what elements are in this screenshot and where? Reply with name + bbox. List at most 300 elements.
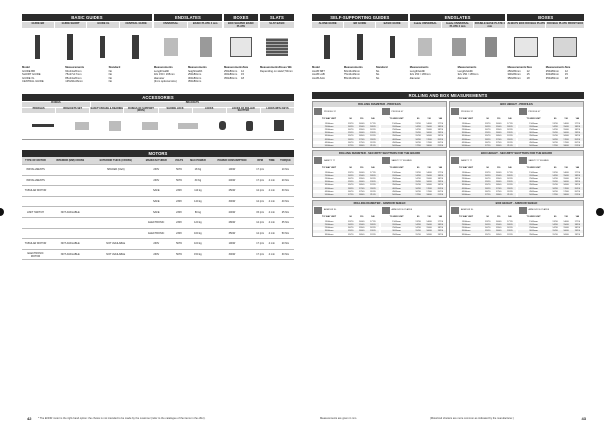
mini-table: [518, 165, 584, 196]
mini-cell: 2000mm: [450, 125, 482, 128]
sub-table-title: ARMOUR SL PLATES: [528, 208, 550, 211]
section-boxes: BOXES: [224, 14, 258, 21]
table-row: [22, 207, 294, 218]
spec-cell: 350x80mm: [507, 76, 521, 80]
mini-cell: 202/0: [367, 138, 378, 141]
mini-cell: 4000mm: [313, 187, 345, 190]
sub-table: [518, 206, 584, 237]
cell: 190W: [210, 239, 254, 250]
sub-table-title: SAFETY 77: [461, 159, 472, 162]
sub-table-head: [313, 156, 379, 165]
mini-cell: 187/0: [370, 178, 376, 181]
cell: 30 Nm: [277, 249, 294, 260]
mini-cell: 192/0: [572, 181, 583, 184]
mini-cell: 3500mm: [392, 135, 401, 138]
panel-title: ROLLING DIAMETER - SECURITY SHUTTERS FOR THE BOARD: [313, 151, 446, 156]
mini-cell: 212/0: [367, 193, 378, 196]
cell: [22, 196, 49, 207]
mini-cell: 182/0: [367, 125, 378, 128]
mini-col-head: 110: [359, 167, 364, 170]
mini-col-head: TO WAY UNIT: [322, 118, 337, 121]
endslate-image: [418, 38, 432, 56]
mini-cell: 197/0: [437, 135, 444, 138]
cell: 17 rpm: [254, 249, 267, 260]
top-sections: [312, 14, 584, 80]
cell: 50Hz: [172, 175, 185, 186]
mini-cell: 5000mm: [518, 144, 550, 147]
mini-cell: 207/0: [370, 190, 376, 193]
mini-col-head: 90: [416, 118, 420, 121]
mini-cell: 212/0: [367, 144, 378, 147]
spec-cell: No: [375, 73, 380, 77]
mini-cell: 2000mm: [518, 223, 550, 226]
mini-col-head: 90: [349, 216, 352, 219]
cell: 230V: [140, 164, 172, 175]
mini-cell: 212/0: [572, 144, 583, 147]
mini-col-head: TO WAY UNIT: [389, 167, 404, 170]
mini-cell: 3500mm: [324, 184, 334, 187]
mini-cell: 160/0: [493, 181, 504, 184]
mini-cell: 137/0: [484, 171, 491, 174]
mini-col-head: 140: [438, 216, 443, 219]
spec-cell: (from optional size): [153, 80, 177, 84]
cell: [91, 196, 140, 207]
cell: 300W: [210, 196, 254, 207]
spec-cell: 250x80mm: [545, 69, 560, 73]
table-row: [450, 233, 516, 236]
cell: 280W: [210, 217, 254, 228]
sub-table: [381, 107, 447, 147]
cell: 4 min: [267, 217, 277, 228]
cell: [91, 217, 140, 228]
table-row: [518, 193, 584, 196]
cell: 50 Nm: [277, 228, 294, 239]
mini-cell: 3000mm: [450, 230, 482, 233]
mini-cell: 4000mm: [450, 187, 482, 190]
mini-cell: 180/0: [356, 193, 367, 196]
mini-cell: 155/0: [563, 227, 569, 230]
mini-cell: 197/0: [507, 184, 513, 187]
mini-cell: 4500mm: [392, 190, 401, 193]
mini-cell: 4500mm: [392, 141, 401, 144]
cell: 17 rpm: [254, 175, 267, 186]
col-head: TORQUE: [277, 157, 294, 165]
mini-cell: 3500mm: [324, 233, 334, 236]
cell: 160 kg: [186, 228, 210, 239]
panel-row: [312, 198, 584, 238]
sub-table-head: [381, 206, 447, 215]
cell: 250W: [210, 186, 254, 197]
cell: SPACER (Cleft): [91, 164, 140, 175]
table-row: [22, 164, 294, 175]
mini-cell: 150/0: [493, 174, 504, 177]
mini-cell: 155/0: [495, 178, 502, 181]
spec-cell: 300x80mm: [223, 73, 238, 77]
mini-cell: 150/0: [424, 223, 435, 226]
mini-cell: 2500mm: [529, 227, 538, 230]
mini-col-head: 140: [575, 216, 580, 219]
spec-head: Measurements: [343, 66, 363, 69]
col-head: ALWAYS BOX DOUBLE PLATE: [507, 22, 545, 28]
mini-cell: 157/0: [552, 135, 558, 138]
spec-head: Measurements: [507, 66, 527, 69]
spec-cell: 250x80mm: [187, 73, 202, 77]
col-head: BASIC GUIDE: [376, 22, 407, 28]
mini-cell: 172/0: [482, 144, 493, 147]
mini-cell: 177/0: [437, 171, 444, 174]
mini-cell: 2500mm: [529, 178, 538, 181]
mini-cell: 150/0: [493, 125, 504, 128]
mini-cell: 147/0: [415, 178, 421, 181]
spec-cell: 15: [240, 73, 244, 77]
guide-image: [100, 36, 105, 58]
mini-cell: 142/0: [413, 174, 424, 177]
spec-cell: No: [108, 69, 113, 73]
cell: 230V: [172, 196, 185, 207]
box-image: [553, 37, 577, 57]
sub-table: [381, 206, 447, 237]
mini-cell: 170/0: [493, 187, 504, 190]
mini-cell: 3500mm: [529, 135, 538, 138]
mini-cell: 150/0: [356, 223, 367, 226]
mini-cell: 192/0: [367, 181, 378, 184]
mini-table: [450, 116, 516, 147]
mini-cell: 170/0: [356, 138, 367, 141]
mini-cell: 177/0: [370, 122, 376, 125]
mini-cell: 192/0: [367, 230, 378, 233]
mini-cell: 3500mm: [392, 184, 401, 187]
mini-cell: 137/0: [415, 122, 421, 125]
mini-cell: 172/0: [550, 193, 561, 196]
mini-cell: 150/0: [493, 223, 504, 226]
cell: [267, 164, 277, 175]
motors-head-row: [22, 157, 294, 165]
sub-table: [518, 107, 584, 147]
spec-head: Measurements: [223, 66, 243, 69]
mini-col-head: 110: [496, 167, 501, 170]
mini-cell: 4500mm: [461, 190, 471, 193]
mini-cell: 142/0: [550, 174, 561, 177]
mini-cell: 140/0: [358, 171, 365, 174]
cell: 200W: [210, 207, 254, 218]
mini-cell: 5000mm: [313, 144, 345, 147]
spec-cell: 85x44x26mm: [65, 76, 82, 80]
cell: LIMIT SWITCH: [22, 207, 49, 218]
mini-table: [518, 116, 584, 147]
mini-cell: 180/0: [424, 193, 435, 196]
mini-cell: 1500mm: [461, 220, 471, 223]
slat-images: [260, 30, 294, 64]
footnote-a: Measurements are given in mm.: [320, 417, 358, 420]
acc-label: LOCKS: [193, 108, 226, 113]
mini-cell: 197/0: [507, 233, 513, 236]
mini-cell: 140/0: [563, 122, 569, 125]
endslates-section: [410, 14, 506, 80]
mini-cell: 3000mm: [518, 181, 550, 184]
mini-cell: 162/0: [550, 138, 561, 141]
left-content: [22, 14, 294, 260]
spec-head: Size: [242, 66, 249, 69]
end-images: [410, 30, 506, 64]
mini-cell: 170/0: [493, 138, 504, 141]
mini-cell: 142/0: [550, 125, 561, 128]
spec-cell: 350x80mm: [223, 76, 238, 80]
mini-cell: 172/0: [345, 193, 356, 196]
acc-label: SAFETY BRAKE & BEARING: [90, 108, 123, 113]
sub-table-title: ARMOUR SL: [461, 208, 474, 211]
mini-cell: 155/0: [426, 178, 432, 181]
mini-cell: 155/0: [563, 178, 569, 181]
mini-cell: 3000mm: [313, 230, 345, 233]
mini-cell: 175/0: [563, 141, 569, 144]
cell: 4 min: [267, 186, 277, 197]
cell: ELECTRONIC MOTOR: [22, 249, 49, 260]
mini-cell: 3000mm: [313, 181, 345, 184]
mini-cell: 2500mm: [324, 178, 334, 181]
guide-col-heads: [22, 22, 152, 28]
profile-thumbnail: [451, 108, 459, 115]
mini-cell: 150/0: [561, 125, 572, 128]
sub-table-title: SAFETY 77 KLEMEN: [528, 159, 549, 162]
mini-cell: 3500mm: [392, 233, 401, 236]
cell: 50Hz: [172, 239, 185, 250]
mini-cell: 155/0: [358, 227, 365, 230]
cell: [91, 228, 140, 239]
mini-cell: 180/0: [561, 193, 572, 196]
sub-table-head: [518, 107, 584, 116]
mini-cell: 167/0: [415, 141, 421, 144]
mini-cell: 142/0: [345, 174, 356, 177]
mini-cell: 1500mm: [529, 220, 538, 223]
mini-cell: 175/0: [358, 190, 365, 193]
footnote-b: (Motorized shutters are more common as indicated by the manufacturer.): [430, 417, 514, 420]
mini-cell: 2000mm: [450, 174, 482, 177]
mini-cell: 147/0: [552, 227, 558, 230]
mini-cell: 182/0: [572, 125, 583, 128]
acc-label: LOCKS WITH KEYS: [261, 108, 294, 113]
mini-col-head: TO WAY UNIT: [526, 118, 541, 121]
mini-cell: 187/0: [574, 128, 581, 131]
mini-cell: 162/0: [413, 138, 424, 141]
cell: 10 Nm: [277, 164, 294, 175]
profile-thumbnail: [382, 108, 390, 115]
mini-cell: 4500mm: [324, 190, 334, 193]
mini-cell: 2000mm: [450, 223, 482, 226]
col-head: BASIC PLATE 4 mm: [188, 22, 222, 28]
mini-cell: 177/0: [574, 171, 581, 174]
mini-col-head: 110: [359, 216, 364, 219]
cell: 4 min: [267, 175, 277, 186]
mini-cell: 157/0: [415, 233, 421, 236]
mini-cell: 162/0: [413, 187, 424, 190]
mini-cell: 2500mm: [324, 227, 334, 230]
mini-col-head: 110: [564, 167, 568, 170]
mini-cell: 1500mm: [461, 171, 471, 174]
spec-cell: 300x80mm: [187, 76, 202, 80]
mini-cell: 170/0: [561, 138, 572, 141]
col-head: CENTRAL GUIDE: [120, 22, 152, 28]
mini-cell: 152/0: [482, 230, 493, 233]
sub-table-head: [381, 156, 447, 165]
mini-cell: 142/0: [413, 223, 424, 226]
mini-cell: 192/0: [572, 132, 583, 135]
cell: NOT AVAILABLE: [49, 207, 91, 218]
mini-cell: 5000mm: [450, 144, 482, 147]
end-specs: [410, 66, 506, 80]
mini-cell: 180/0: [424, 144, 435, 147]
sub-table: [450, 156, 516, 196]
mini-cell: 2000mm: [313, 223, 345, 226]
box-image: [514, 37, 538, 57]
mini-col-head: 90: [553, 118, 557, 121]
end-col-heads: [410, 22, 506, 28]
table-row: [381, 193, 447, 196]
cell: 300W: [210, 249, 254, 260]
spec-cell: Length/width: [409, 69, 425, 73]
cell: 230V: [140, 249, 172, 260]
table-row: [22, 249, 294, 260]
mini-cell: 2500mm: [392, 128, 401, 131]
acc-labels: [22, 108, 294, 113]
mini-cell: 5000mm: [518, 193, 550, 196]
spec-cell: GUIDE XL: [22, 76, 35, 80]
boxes-section: [224, 14, 258, 84]
mini-cell: 187/0: [574, 178, 581, 181]
spec-cell: ALAB AAA: [312, 76, 325, 80]
measurement-panel: [312, 150, 447, 197]
mini-cell: 175/0: [563, 190, 569, 193]
mini-cell: 3000mm: [450, 181, 482, 184]
mini-cell: 212/0: [572, 193, 583, 196]
mini-col-head: 140: [575, 167, 580, 170]
table-row: [450, 193, 516, 196]
mini-cell: 137/0: [347, 220, 354, 223]
spec-head: Size: [564, 66, 571, 69]
section-accessories: ACCESSORIES: [22, 94, 294, 101]
cell: [91, 207, 140, 218]
mini-cell: 147/0: [552, 178, 558, 181]
profile-thumbnail: [382, 207, 390, 214]
spec-head: Measurements: [545, 66, 565, 69]
cell: 230V: [140, 239, 172, 250]
mini-cell: 165/0: [495, 184, 502, 187]
mini-col-head: 140: [508, 216, 512, 219]
sub-table: [313, 206, 379, 237]
mini-col-head: 90: [486, 118, 489, 121]
spec-head: Measurements: [153, 66, 173, 69]
mini-cell: 152/0: [345, 181, 356, 184]
col-head: BOX SHAPED BASIC PLATE: [224, 22, 258, 28]
mini-cell: 170/0: [424, 138, 435, 141]
mini-col-head: 140: [508, 118, 512, 121]
mini-cell: 160/0: [493, 230, 504, 233]
mini-cell: 1500mm: [529, 122, 538, 125]
page-number: 43: [581, 416, 586, 421]
mini-cell: 2500mm: [461, 178, 471, 181]
sub-table-head: [313, 206, 379, 215]
sub-table: [450, 206, 516, 237]
profile-thumbnail: [382, 157, 390, 164]
mini-cell: 197/0: [574, 184, 581, 187]
sub-table: [450, 107, 516, 147]
mini-cell: 155/0: [495, 128, 502, 131]
mini-cell: 142/0: [482, 223, 493, 226]
cell: NOT AVAILABLE: [91, 239, 140, 250]
mini-cell: 182/0: [435, 125, 446, 128]
section-endslates: ENDSLATES: [154, 14, 222, 21]
mini-cell: 172/0: [550, 144, 561, 147]
mini-cell: 165/0: [563, 184, 569, 187]
mini-cell: 150/0: [561, 174, 572, 177]
sub-table: [313, 156, 379, 196]
mini-cell: 170/0: [356, 187, 367, 190]
spec-cell: CENTRAL GUIDE: [22, 80, 44, 84]
mini-cell: 155/0: [426, 128, 432, 131]
mini-cell: 170/0: [424, 187, 435, 190]
mini-col-head: 110: [496, 216, 501, 219]
sub-table-title: PROFILE 47: [391, 110, 404, 113]
cell: 230V: [172, 207, 185, 218]
col-head: VOLTS: [172, 157, 185, 165]
spec-cell: 12: [526, 69, 530, 73]
mini-cell: 152/0: [413, 230, 424, 233]
guide-image: [132, 35, 139, 59]
spec-cell: 7,50mm: [282, 69, 293, 73]
mini-cell: 152/0: [413, 132, 424, 135]
mini-cell: 182/0: [367, 174, 378, 177]
mini-cell: 2000mm: [313, 125, 345, 128]
mini-cell: 1500mm: [324, 171, 334, 174]
mini-cell: 137/0: [552, 220, 558, 223]
mini-cell: 142/0: [345, 223, 356, 226]
spec-cell: GUIDE BR: [22, 69, 35, 73]
col-head: GUIDE SHORT: [55, 22, 87, 28]
mini-cell: 137/0: [415, 220, 421, 223]
cell: 230V: [172, 186, 185, 197]
spec-cell: ALAB SBT: [312, 69, 325, 73]
spec-cell: 300x80mm: [545, 73, 560, 77]
mini-cell: 5000mm: [381, 144, 413, 147]
lock-image: [219, 121, 226, 130]
mini-col-head: TO WAY UNIT: [459, 167, 474, 170]
cell: 18 Kg: [186, 164, 210, 175]
spec-cell: 18: [564, 76, 568, 80]
mini-cell: 162/0: [482, 138, 493, 141]
measurement-panel: [312, 200, 447, 238]
mini-cell: 4000mm: [381, 187, 413, 190]
spec-head: Roses Wk: [278, 66, 292, 69]
box-specs: [224, 66, 258, 80]
section-self-supporting-guides: SELF-SUPPORTING GUIDES: [312, 14, 408, 21]
cell: 200W: [210, 175, 254, 186]
mini-col-head: 140: [371, 216, 375, 219]
mini-cell: 150/0: [424, 125, 435, 128]
mini-cell: 167/0: [347, 190, 354, 193]
sub-table: [518, 156, 584, 196]
mini-col-head: 110: [496, 118, 501, 121]
guide-images: [22, 30, 152, 64]
table-row: [22, 228, 294, 239]
cell: [49, 196, 91, 207]
spec-head: Measurements: [65, 66, 85, 69]
mini-cell: 167/0: [552, 190, 558, 193]
spec-head: Measurements: [187, 66, 207, 69]
mini-cell: 2500mm: [461, 227, 471, 230]
mini-cell: 192/0: [504, 181, 515, 184]
mini-cell: 4500mm: [529, 141, 538, 144]
mini-cell: 1500mm: [529, 171, 538, 174]
mini-cell: 177/0: [574, 220, 581, 223]
